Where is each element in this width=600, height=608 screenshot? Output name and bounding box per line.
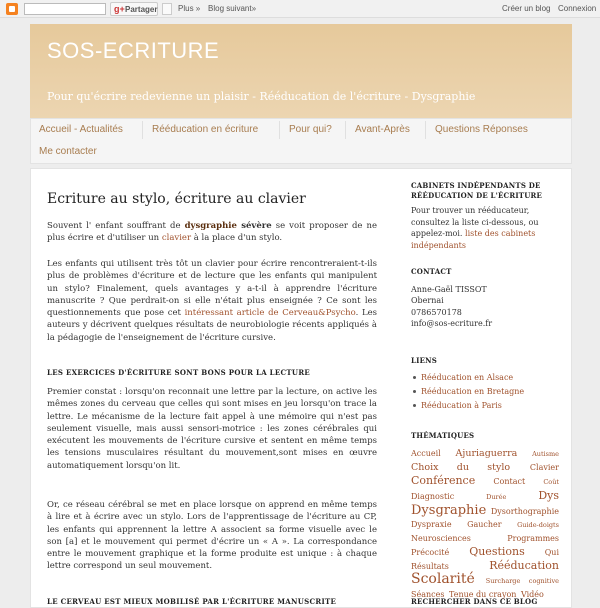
tab-separator	[142, 121, 143, 139]
tag-link[interactable]: Scolarité	[411, 570, 475, 587]
post-heading-lecture: LES EXERCICES D'ÉCRITURE SONT BONS POUR LA LECTURE	[47, 368, 311, 377]
tag-link[interactable]: Questions	[469, 544, 525, 558]
tag-link[interactable]: Dysgraphie	[411, 502, 487, 518]
text: se voit proposer de ne plus écrire et d'utiliser un	[47, 221, 378, 244]
blogger-navbar	[0, 0, 600, 18]
google-plus-icon: g+	[114, 4, 125, 14]
sidebar-heading: LIENS	[411, 356, 437, 365]
tab-separator	[279, 121, 280, 139]
clavier-link[interactable]: clavier	[161, 233, 192, 244]
sidebar-cabinets	[411, 181, 561, 251]
tag-link[interactable]: Clavier	[529, 462, 559, 472]
tag-link[interactable]: Gaucher	[467, 519, 502, 529]
tab-questions-reponses[interactable]: Questions Réponses	[435, 124, 528, 135]
blog-header	[30, 24, 572, 118]
blogger-logo-icon[interactable]	[6, 3, 18, 15]
tag-link[interactable]: Conférence	[411, 473, 476, 487]
contact-email: info@sos-ecriture.fr	[411, 319, 493, 328]
cerveau-psycho-link[interactable]: intéressant article de Cerveau&Psycho	[184, 308, 356, 319]
tag-link[interactable]: Coût	[543, 477, 560, 486]
text-bold: sévère	[236, 221, 272, 231]
text: Pour trouver un rééducateur, consultez la liste ci-dessous, ou appelez-moi.	[411, 206, 539, 238]
sidebar-heading: CABINETS INDÉPENDANTS DE RÉÉDUCATION DE L'ÉCRITURE	[411, 181, 543, 200]
sidebar-heading: CONTACT	[411, 267, 452, 276]
sidebar-themes	[411, 431, 561, 601]
tab-contact[interactable]: Me contacter	[39, 146, 97, 157]
tag-link[interactable]: Programmes	[507, 533, 559, 543]
text: Les enfants qui utilisent très tôt un clavier pour écrire rencontreraient-t-ils plus de problèmes d'écriture et de lecture que les enfants qui manipulent un stylo? Finalement, quels avantages y a-t-il à apprendre l'écriture manuscrite ? Que perdrait-on si elle n'était plus enseignée ? Ce sont les questionnements que pose cet	[47, 259, 377, 319]
sidebar-links	[411, 356, 561, 413]
contact-phone: 0786570178	[411, 307, 462, 317]
tag-link[interactable]: Dyspraxie	[411, 519, 452, 529]
main-content	[30, 168, 572, 608]
sidebar-heading: THÉMATIQUES	[411, 431, 475, 440]
cabinets-text	[411, 205, 561, 251]
share-button-label: Partager	[125, 5, 158, 14]
post-paragraph-reseau: Or, ce réseau cérébral se met en place lorsque on apprend en même temps à lire et à écrire avec un stylo. Lors de l'apprentissage de l'écriture au CP, les enfants qui apprennent la lettre A associent sa forme visuelle avec le son [a] et le mouvement qui permet d'écrire un « A ». La correspondance entre le mouvement graphique et la forme produite est unique : à chaque lettre correspond un seul mouvement.	[47, 500, 377, 572]
text: Souvent l' enfant souffrant de	[47, 221, 185, 231]
tag-link[interactable]: Qui	[544, 547, 560, 557]
tab-reeducation[interactable]: Rééducation en écriture	[152, 124, 259, 135]
tag-link[interactable]: Rééducation	[489, 558, 559, 572]
tag-link[interactable]: Surcharge cognitive	[485, 576, 559, 585]
links-list	[411, 371, 561, 413]
tag-link[interactable]: Diagnostic	[411, 491, 455, 501]
navbar-search-input[interactable]	[24, 3, 106, 15]
post-paragraph-constat: Premier constat : lorsqu'on reconnait une lettre par la lecture, on active les mêmes zones du cerveau que celles qui sont mises en jeu lorsqu'on trace la lettre. Le mécanisme de la lecture fait appel à une mémoire qui n'est pas seulement visuelle, mais aussi sensori-motrice : les zones cérébrales qui exécutent les mouvements de l'écriture cursive et sentent en même temps les tensions musculaires résultant du mouvement,sont mises en œuvre automatiquement lorsqu'on lit.	[47, 387, 377, 471]
tag-link[interactable]: Tenue du crayon	[449, 589, 517, 599]
contact-details	[411, 284, 561, 330]
contact-name: Anne-Gaël TISSOT	[411, 284, 487, 294]
tag-link[interactable]: Précocité	[411, 547, 450, 557]
tag-link[interactable]: Résultats	[411, 561, 449, 571]
sidebar-search	[411, 597, 561, 607]
text: . Les auteurs y décrivent quelques résultats de neurobiologie récents appliqués à la pédagogie de l'enseignement de l'écriture cursive.	[47, 308, 377, 343]
tab-separator	[425, 121, 426, 139]
create-blog-link[interactable]: Créer un blog	[502, 4, 551, 13]
link-paris[interactable]: Rééducation à Paris	[411, 399, 561, 413]
tag-link[interactable]: Guide-doigts	[517, 520, 560, 529]
post-title[interactable]: Ecriture au stylo, écriture au clavier	[47, 191, 306, 207]
text: à la place d'un stylo.	[191, 233, 283, 244]
next-blog-link[interactable]: Blog suivant»	[208, 4, 257, 13]
link-alsace[interactable]: Rééducation en Alsace	[411, 371, 561, 385]
blog-description: Pour qu'écrire redevienne un plaisir - Rééducation de l'écriture - Dysgraphie	[47, 90, 476, 103]
tag-link[interactable]: Choix du stylo	[411, 461, 511, 473]
tag-link[interactable]: Durée	[486, 492, 507, 501]
tag-link[interactable]: Neurosciences	[411, 533, 471, 543]
tag-link[interactable]: Autisme	[532, 449, 560, 458]
tab-pour-qui[interactable]: Pour qui?	[289, 124, 332, 135]
post-paragraph-questions	[47, 258, 377, 344]
link-bretagne[interactable]: Rééducation en Bretagne	[411, 385, 561, 399]
cabinets-list-link[interactable]: liste des cabinets indépendants	[411, 229, 536, 250]
tag-link[interactable]: Ajuriaguerra	[455, 447, 518, 459]
tag-link[interactable]: Séances	[411, 589, 445, 599]
more-menu[interactable]: Plus »	[178, 4, 201, 13]
page-tabs	[30, 118, 572, 164]
tag-link[interactable]: Dys	[538, 488, 559, 502]
share-button[interactable]	[110, 2, 158, 16]
sidebar-contact	[411, 267, 561, 330]
blog-title[interactable]: SOS-ECRITURE	[47, 38, 220, 63]
tag-cloud	[411, 447, 561, 601]
tab-avant-apres[interactable]: Avant-Après	[355, 124, 410, 135]
post-heading-cerveau: LE CERVEAU EST MIEUX MOBILISÉ PAR L'ÉCRITURE MANUSCRITE	[47, 597, 337, 606]
tag-link[interactable]: Accueil	[411, 448, 441, 458]
login-link[interactable]: Connexion	[558, 4, 597, 13]
tag-link[interactable]: Dysorthographie	[490, 506, 559, 516]
navbar-more-toggle[interactable]	[162, 3, 172, 15]
contact-city: Obernai	[411, 296, 444, 305]
dysgraphie-link[interactable]: dysgraphie	[184, 221, 237, 231]
sidebar-heading: RECHERCHER DANS CE BLOG	[411, 597, 538, 606]
tab-accueil[interactable]: Accueil - Actualités	[39, 124, 123, 135]
post-paragraph-intro	[47, 220, 377, 245]
tag-link[interactable]: Vidéo	[520, 589, 544, 599]
tag-link[interactable]: Contact	[493, 476, 526, 486]
tab-separator	[345, 121, 346, 139]
